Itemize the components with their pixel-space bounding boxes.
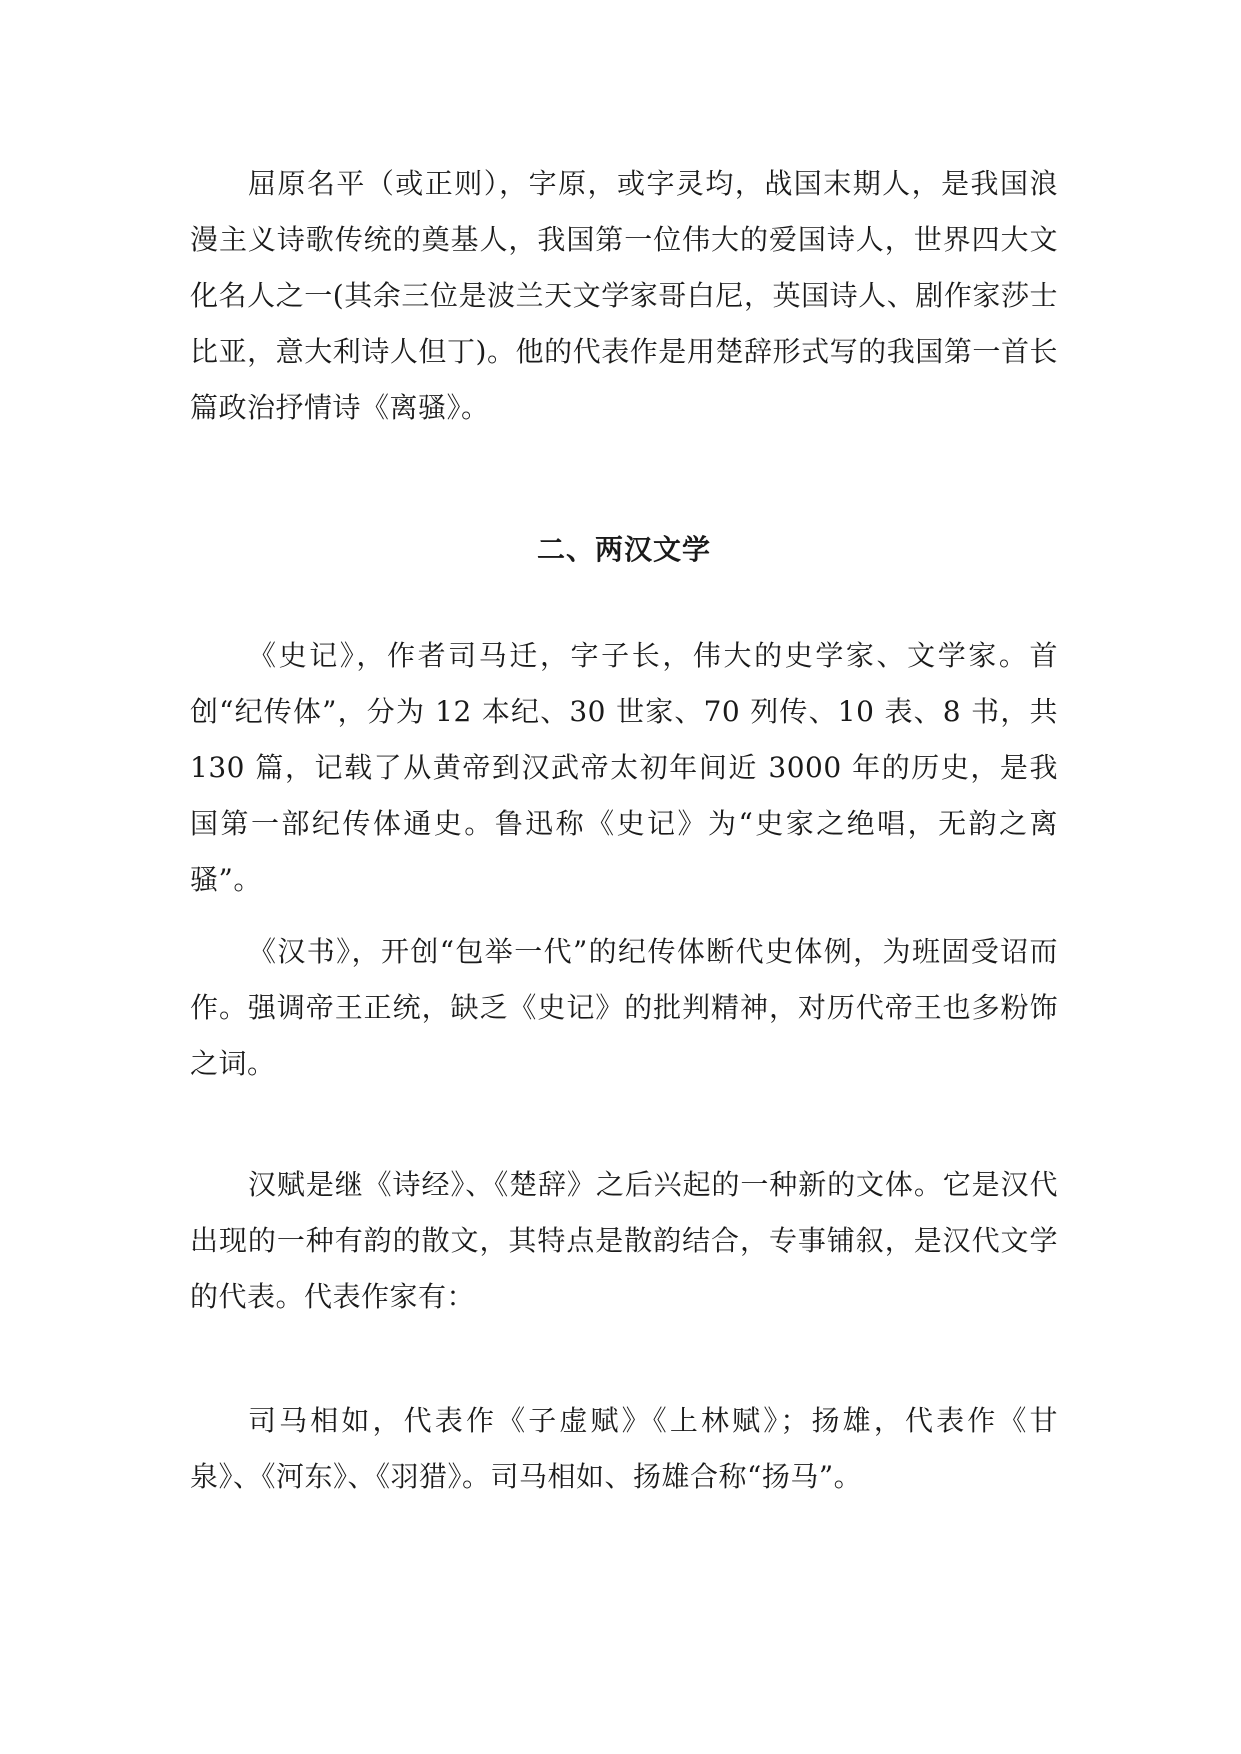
paragraph-qu-yuan: 屈原名平（或正则），字原，或字灵均，战国末期人，是我国浪漫主义诗歌传统的奠基人，我国第一位伟大的爱国诗人，世界四大文化名人之一(其余三位是波兰天文学家哥白尼，英国诗人、剧作家莎士比亚，意大利诗人但丁)。他的代表作是用楚辞形式写的我国第一首长篇政治抒情诗《离骚》。 <box>190 167 1058 424</box>
section-heading: 二、两汉文学 <box>536 533 711 566</box>
paragraph-shiji: 《史记》，作者司马迁，字子长，伟大的史学家、文学家。首创“纪传体”，分为 12 本纪、30 世家、70 列传、10 表、8 书，共 130 篇，记载了从黄帝到汉武帝太初年间近 3000 年的历史，是我国第一部纪传体通史。鲁迅称《史记》为“史家之绝唱，无韵之离骚”。 <box>190 639 1058 896</box>
paragraph-hanfu: 汉赋是继《诗经》、《楚辞》之后兴起的一种新的文体。它是汉代出现的一种有韵的散文，其特点是散韵结合，专事铺叙，是汉代文学的代表。代表作家有： <box>190 1168 1058 1313</box>
paragraph-hanshu: 《汉书》，开创“包举一代”的纪传体断代史体例，为班固受诏而作。强调帝王正统，缺乏《史记》的批判精神，对历代帝王也多粉饰之词。 <box>190 935 1058 1080</box>
paragraph-representative-writers: 司马相如，代表作《子虚赋》《上林赋》；扬雄，代表作《甘泉》、《河东》、《羽猎》。司马相如、扬雄合称“扬马”。 <box>190 1404 1058 1493</box>
